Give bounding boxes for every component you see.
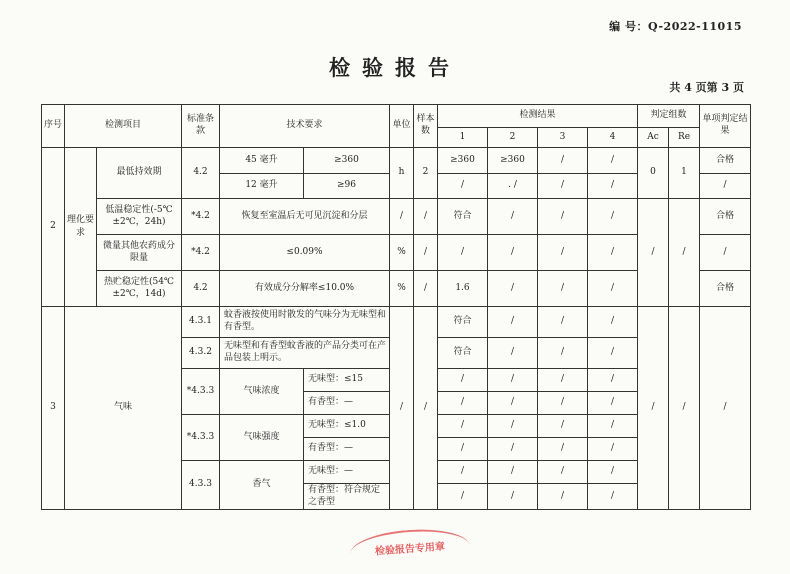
r4: / bbox=[588, 392, 638, 415]
col-r3: 3 bbox=[538, 128, 588, 148]
clause: *4.3.3 bbox=[182, 369, 220, 415]
sample-n: / bbox=[414, 235, 438, 271]
results-table bbox=[41, 104, 751, 510]
requirement: 有效成分分解率≤10.0% bbox=[220, 271, 390, 307]
inspection-stamp: 检验报告专用章 bbox=[349, 526, 471, 574]
req-b: ≥360 bbox=[304, 148, 390, 174]
r3: / bbox=[538, 271, 588, 307]
sub-item-odor-intensity: 气味强度 bbox=[220, 415, 304, 461]
r2: . / bbox=[488, 174, 538, 199]
r1: / bbox=[438, 438, 488, 461]
col-judge: 判定组数 bbox=[638, 105, 700, 128]
r2: / bbox=[488, 307, 538, 338]
req-b: ≥96 bbox=[304, 174, 390, 199]
r1: 符合 bbox=[438, 338, 488, 369]
r4: / bbox=[588, 369, 638, 392]
r3: / bbox=[538, 174, 588, 199]
page-info: 共 4 页第 3 页 bbox=[669, 81, 744, 94]
clause: 4.3.3 bbox=[182, 461, 220, 510]
unit: h bbox=[390, 148, 414, 199]
sub-item-fragrance: 香气 bbox=[220, 461, 304, 510]
r2: / bbox=[488, 484, 538, 510]
r1: / bbox=[438, 369, 488, 392]
r2: / bbox=[488, 271, 538, 307]
section3-seq: 3 bbox=[42, 307, 65, 510]
r1: / bbox=[438, 174, 488, 199]
r1: / bbox=[438, 484, 488, 510]
req-a: 12 毫升 bbox=[220, 174, 304, 199]
r1: / bbox=[438, 392, 488, 415]
clause: *4.3.3 bbox=[182, 415, 220, 461]
item-heat-storage: 热贮稳定性(54℃±2℃，14d) bbox=[97, 271, 182, 307]
r3: / bbox=[538, 438, 588, 461]
col-re: Re bbox=[669, 128, 700, 148]
sample-n: / bbox=[414, 271, 438, 307]
r4: / bbox=[588, 235, 638, 271]
clause: 4.2 bbox=[182, 271, 220, 307]
section2-seq: 2 bbox=[42, 148, 65, 307]
report-title: 检验报告 bbox=[329, 55, 461, 80]
r4: / bbox=[588, 438, 638, 461]
r3: / bbox=[538, 415, 588, 438]
r3: / bbox=[538, 199, 588, 235]
r3: / bbox=[538, 338, 588, 369]
r4: / bbox=[588, 148, 638, 174]
clause: 4.2 bbox=[182, 148, 220, 199]
r1: 符合 bbox=[438, 199, 488, 235]
r2: / bbox=[488, 235, 538, 271]
section2-category: 理化要求 bbox=[65, 148, 97, 307]
re: / bbox=[669, 307, 700, 510]
r2: / bbox=[488, 438, 538, 461]
r4: / bbox=[588, 415, 638, 438]
col-item: 检测项目 bbox=[65, 105, 182, 148]
r3: / bbox=[538, 235, 588, 271]
r3: / bbox=[538, 484, 588, 510]
col-r1: 1 bbox=[438, 128, 488, 148]
col-r2: 2 bbox=[488, 128, 538, 148]
section3-category: 气味 bbox=[65, 307, 182, 510]
col-r4: 4 bbox=[588, 128, 638, 148]
req-a: 45 毫升 bbox=[220, 148, 304, 174]
type-req: 无味型：≤1.0 bbox=[304, 415, 390, 438]
item-low-temp: 低温稳定性(-5℃±2℃，24h) bbox=[97, 199, 182, 235]
requirement: 恢复至室温后无可见沉淀和分层 bbox=[220, 199, 390, 235]
r4: / bbox=[588, 199, 638, 235]
requirement: 蚊香液按使用时散发的气味分为无味型和有香型。 bbox=[220, 307, 390, 338]
type-req: 有香型：符合规定之香型 bbox=[304, 484, 390, 510]
r3: / bbox=[538, 307, 588, 338]
requirement: 无味型和有香型蚊香液的产品分类可在产品包装上明示。 bbox=[220, 338, 390, 369]
item-trace-pesticide: 微量其他农药成分限量 bbox=[97, 235, 182, 271]
r4: / bbox=[588, 271, 638, 307]
r4: / bbox=[588, 307, 638, 338]
col-requirement: 技术要求 bbox=[220, 105, 390, 148]
conclusion: / bbox=[700, 174, 751, 199]
r3: / bbox=[538, 148, 588, 174]
r2: / bbox=[488, 338, 538, 369]
r2: / bbox=[488, 199, 538, 235]
type-req: 无味型：— bbox=[304, 461, 390, 484]
item-min-duration: 最低持效期 bbox=[97, 148, 182, 199]
r1: / bbox=[438, 235, 488, 271]
r4: / bbox=[588, 461, 638, 484]
sample-n: 2 bbox=[414, 148, 438, 199]
sub-item-odor-concentration: 气味浓度 bbox=[220, 369, 304, 415]
sample-n: / bbox=[414, 199, 438, 235]
r4: / bbox=[588, 484, 638, 510]
conclusion: 合格 bbox=[700, 199, 751, 235]
r1: / bbox=[438, 415, 488, 438]
type-req: 无味型：≤15 bbox=[304, 369, 390, 392]
unit: % bbox=[390, 271, 414, 307]
col-unit: 单位 bbox=[390, 105, 414, 148]
col-seq: 序号 bbox=[42, 105, 65, 148]
col-results: 检测结果 bbox=[438, 105, 638, 128]
col-sample-count: 样本数 bbox=[414, 105, 438, 148]
r3: / bbox=[538, 369, 588, 392]
ac: / bbox=[638, 199, 669, 307]
ac: 0 bbox=[638, 148, 669, 199]
type-req: 有香型：— bbox=[304, 438, 390, 461]
conclusion: 合格 bbox=[700, 271, 751, 307]
re: / bbox=[669, 199, 700, 307]
clause: *4.2 bbox=[182, 199, 220, 235]
r1: 1.6 bbox=[438, 271, 488, 307]
sample-n: / bbox=[414, 307, 438, 510]
r2: / bbox=[488, 461, 538, 484]
r2: ≥360 bbox=[488, 148, 538, 174]
unit: / bbox=[390, 307, 414, 510]
r4: / bbox=[588, 174, 638, 199]
requirement: ≤0.09% bbox=[220, 235, 390, 271]
col-conclusion: 单项判定结果 bbox=[700, 105, 751, 148]
conclusion: / bbox=[700, 235, 751, 271]
conclusion: / bbox=[700, 307, 751, 510]
col-clause: 标准条款 bbox=[182, 105, 220, 148]
r2: / bbox=[488, 415, 538, 438]
r1: 符合 bbox=[438, 307, 488, 338]
re: 1 bbox=[669, 148, 700, 199]
type-req: 有香型：— bbox=[304, 392, 390, 415]
r1: / bbox=[438, 461, 488, 484]
unit: / bbox=[390, 199, 414, 235]
col-ac: Ac bbox=[638, 128, 669, 148]
report-number: 编 号：Q-2022-11015 bbox=[609, 20, 742, 33]
clause: 4.3.1 bbox=[182, 307, 220, 338]
r2: / bbox=[488, 369, 538, 392]
ac: / bbox=[638, 307, 669, 510]
r3: / bbox=[538, 461, 588, 484]
unit: % bbox=[390, 235, 414, 271]
r2: / bbox=[488, 392, 538, 415]
conclusion: 合格 bbox=[700, 148, 751, 174]
clause: *4.2 bbox=[182, 235, 220, 271]
clause: 4.3.2 bbox=[182, 338, 220, 369]
r1: ≥360 bbox=[438, 148, 488, 174]
r3: / bbox=[538, 392, 588, 415]
r4: / bbox=[588, 338, 638, 369]
